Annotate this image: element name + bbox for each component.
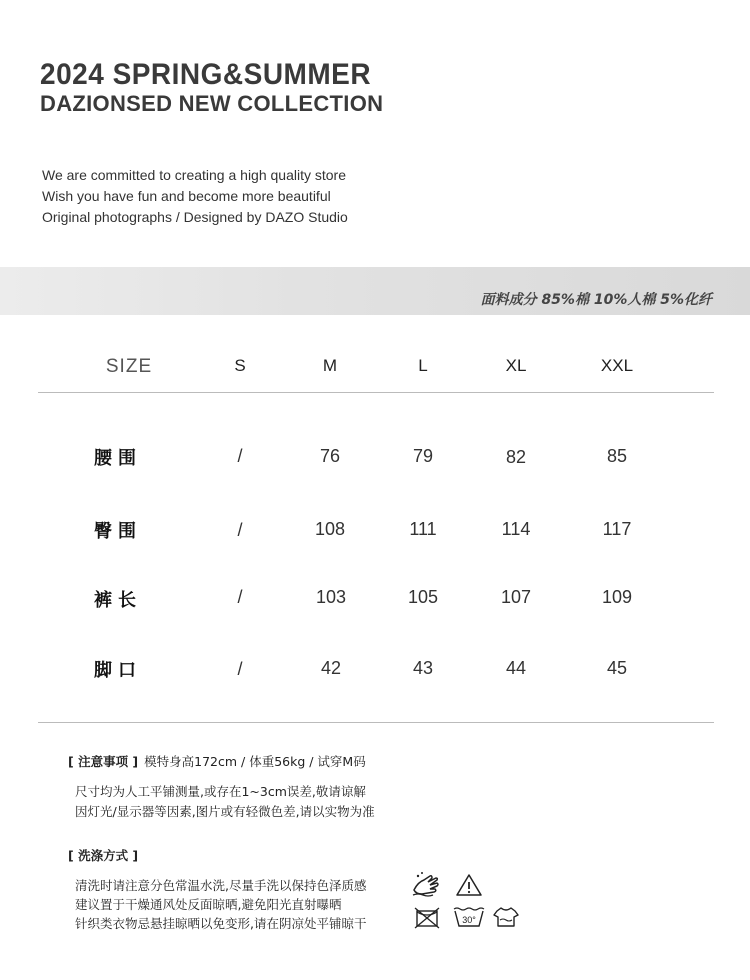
wash-line: 建议置于干燥通风处反面晾晒,避免阳光直射曝晒 <box>75 897 342 912</box>
size-header-xl: XL <box>505 356 527 375</box>
table-bottom-rule <box>38 722 714 723</box>
size-header-s: S <box>234 356 246 375</box>
table-cell: 42 <box>320 658 342 678</box>
table-cell: 79 <box>412 446 434 466</box>
wash-line: 清洗时请注意分色常温水洗,尽量手洗以保持色泽质感 <box>75 878 367 893</box>
tagline-line: We are committed to creating a high quality store <box>42 167 347 183</box>
table-cell: 76 <box>319 446 341 466</box>
table-cell: 111 <box>409 519 437 539</box>
notes-line: 尺寸均为人工平铺测量,或存在1~3cm误差,敬请谅解 <box>75 784 366 799</box>
row-label-hip: 臀围 <box>94 521 142 542</box>
table-cell: 43 <box>412 658 434 678</box>
size-header-xxl: XXL <box>600 356 634 375</box>
row-label-length: 裤长 <box>94 590 142 611</box>
row-label-waist: 腰围 <box>94 448 142 469</box>
warning-icon <box>455 873 483 897</box>
wash-30-icon <box>452 905 486 929</box>
fabric-banner <box>0 267 750 315</box>
notes-heading <box>68 752 366 770</box>
tagline-line: Wish you have fun and become more beautiful <box>42 188 331 204</box>
headline-collection: DAZIONSED NEW COLLECTION <box>40 91 384 116</box>
wash-line: 针织类衣物忌悬挂晾晒以免变形,请在阴凉处平铺晾干 <box>75 916 367 931</box>
table-cell: 85 <box>606 446 628 466</box>
fabric-composition: 面料成分 85%棉 10%人棉 5%化纤 <box>480 292 712 308</box>
headline <box>40 58 383 118</box>
wash-temp-label: 30° <box>462 915 476 925</box>
size-header-l: L <box>418 356 428 375</box>
table-cell: 117 <box>602 519 632 539</box>
table-cell: / <box>237 659 243 679</box>
notes-title: [ 注意事项 ] <box>68 754 139 769</box>
table-cell: 105 <box>407 587 439 607</box>
table-cell: / <box>237 587 243 607</box>
do-not-tumble-dry-icon <box>413 906 441 930</box>
table-cell: 45 <box>606 658 628 678</box>
size-header-m: M <box>322 356 338 375</box>
table-cell: 108 <box>314 519 346 539</box>
row-label-leg-opening: 脚口 <box>94 660 142 681</box>
notes-line: 因灯光/显示器等因素,图片或有轻微色差,请以实物为准 <box>75 804 375 819</box>
tagline-line: Original photographs / Designed by DAZO Studio <box>42 209 348 225</box>
model-info: 模特身高172cm / 体重56kg / 试穿M码 <box>144 754 366 769</box>
table-cell: 114 <box>501 519 531 539</box>
table-cell: 103 <box>315 587 347 607</box>
table-cell: 107 <box>500 587 532 607</box>
table-cell: / <box>237 446 243 466</box>
tagline <box>42 165 348 228</box>
table-cell: 44 <box>505 658 527 678</box>
table-top-rule <box>38 392 714 393</box>
table-cell: / <box>237 520 243 540</box>
size-header-label: SIZE <box>105 356 153 377</box>
headline-season: 2024 SPRING&SUMMER <box>40 58 372 91</box>
wash-title: [ 洗涤方式 ] <box>68 848 139 863</box>
hand-wash-icon <box>410 870 442 898</box>
table-cell: 109 <box>601 587 633 607</box>
table-cell: 82 <box>505 447 527 467</box>
dry-flat-icon <box>492 905 520 929</box>
